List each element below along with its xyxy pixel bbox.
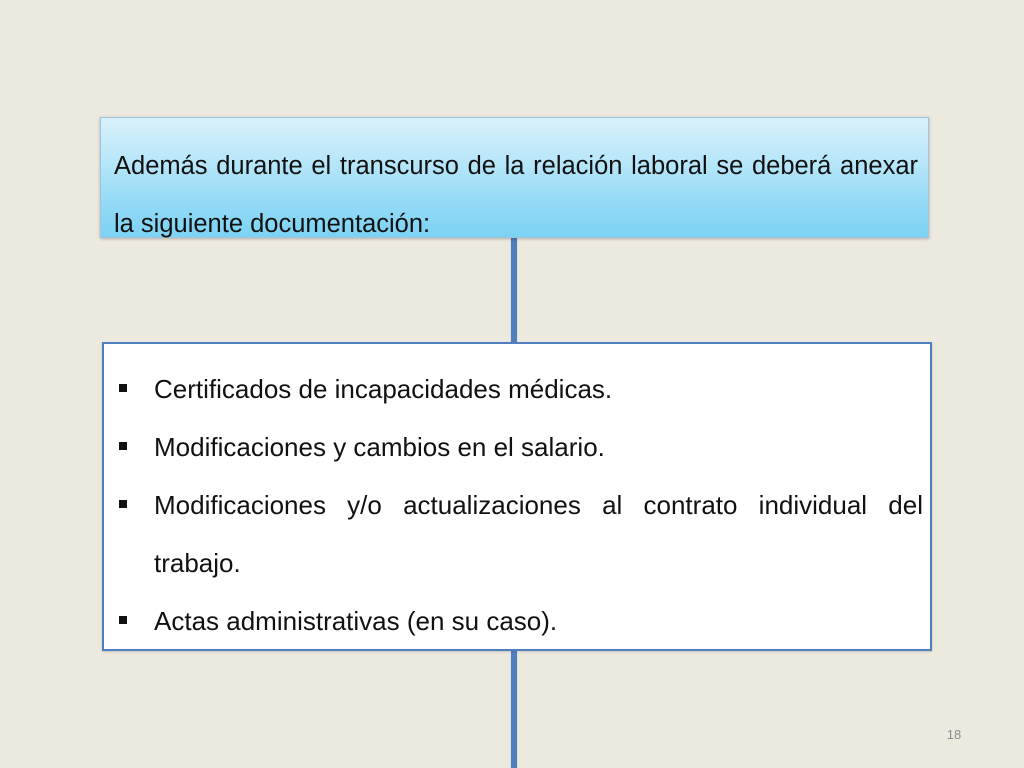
list-item-text: Actas administrativas (en su caso). [154,606,558,636]
header-box [100,117,929,238]
connector-line-top [511,238,517,348]
square-bullet-icon [119,384,127,392]
square-bullet-icon [119,616,127,624]
list-item-text: Modificaciones y/o actualizaciones al contrato individual del trabajo. [154,490,923,578]
square-bullet-icon [119,500,127,508]
list-item [117,418,923,476]
documents-box [102,342,932,651]
header-text: Además durante el transcurso de la relación laboral se deberá anexar la siguiente documentación: [114,152,918,238]
list-item-text: Modificaciones y cambios en el salario. [154,432,605,462]
list-item-text: Certificados de incapacidades médicas. [154,374,613,404]
connector-line-bottom [511,646,517,768]
document-list [117,360,923,650]
list-item [117,360,923,418]
page-number: 18 [946,727,962,742]
square-bullet-icon [119,442,127,450]
list-item [117,592,923,650]
list-item [117,476,923,592]
